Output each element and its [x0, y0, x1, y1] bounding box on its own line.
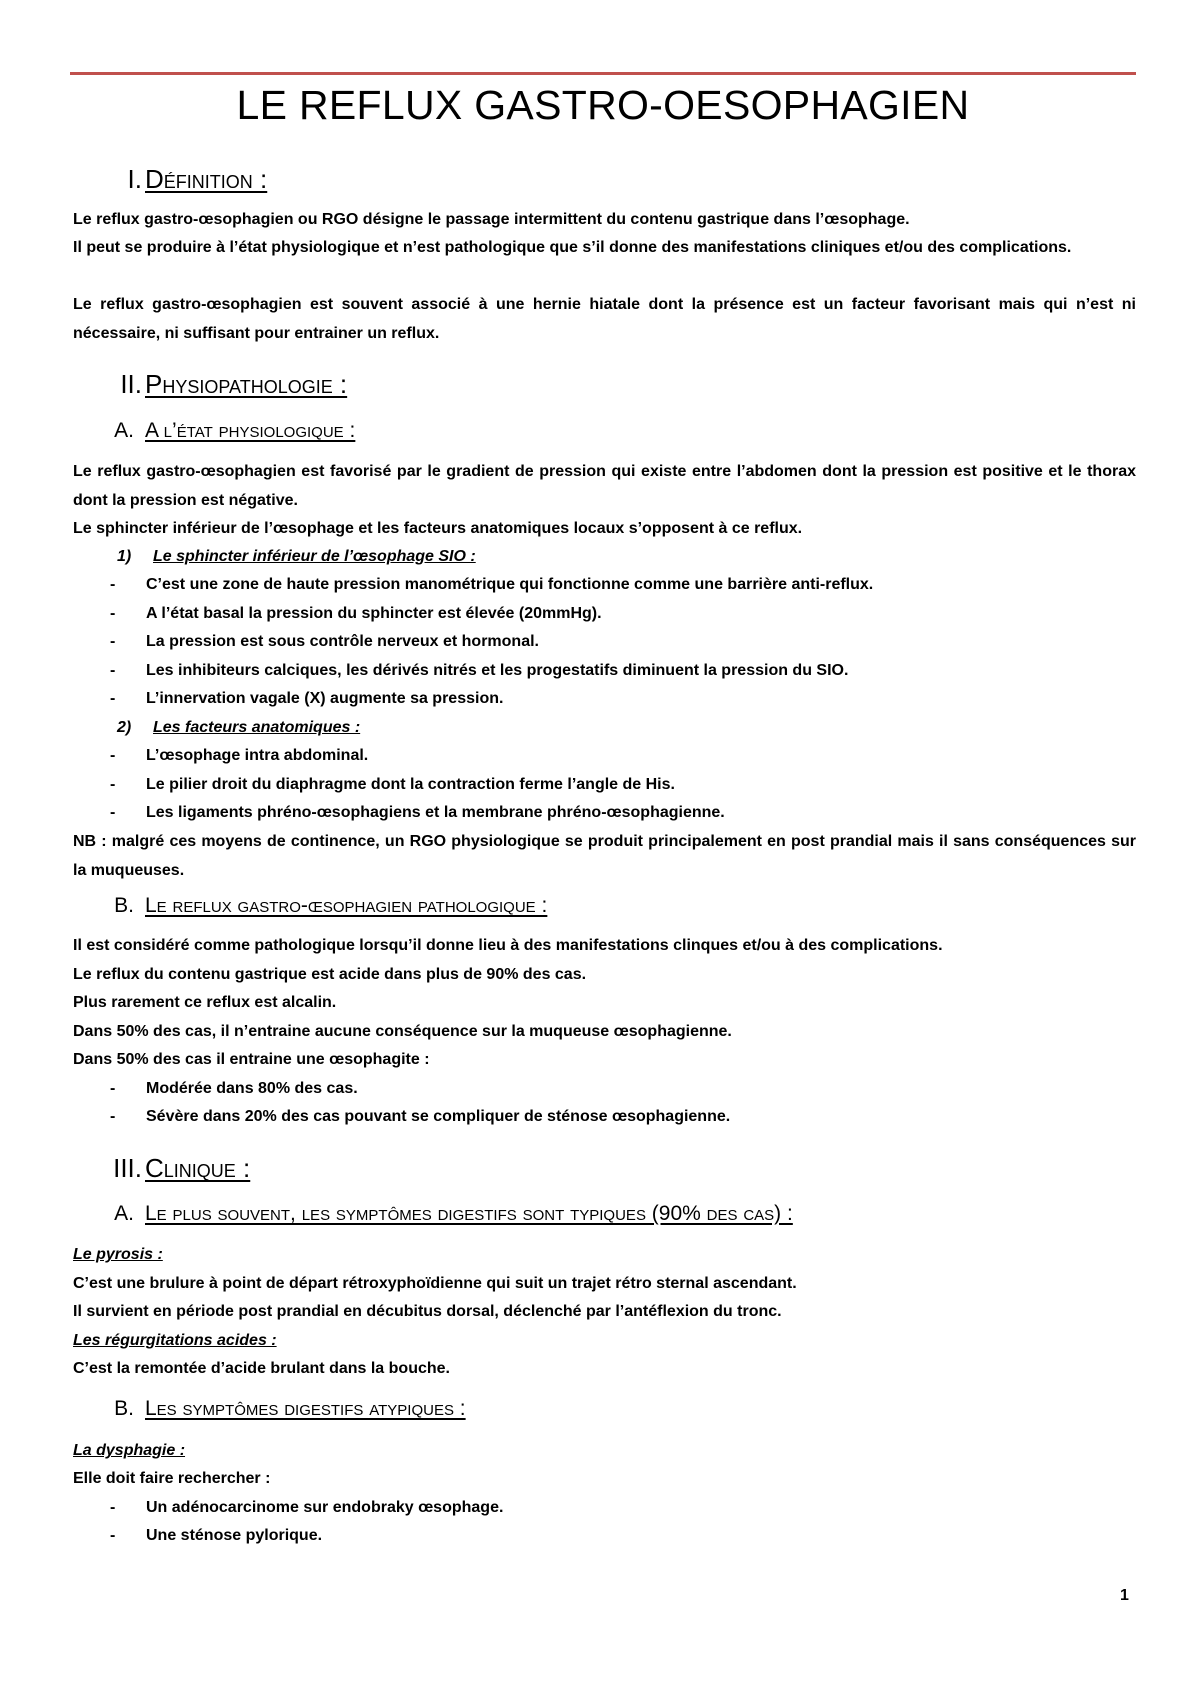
list-dash: - — [110, 690, 116, 707]
list-item-text: Modérée dans 80% des cas. — [146, 1080, 358, 1097]
list-dash: - — [110, 747, 116, 764]
list-item-text: A l’état basal la pression du sphincter est élevée (20mmHg). — [146, 605, 602, 622]
document-title: LE REFLUX GASTRO-OESOPHAGIEN — [236, 82, 970, 128]
list-dash: - — [110, 576, 116, 593]
section-number: III. — [113, 1153, 142, 1183]
section-title: Clinique : — [145, 1153, 251, 1183]
subsection-title: Le reflux gastro-œsophagien pathologique : — [145, 894, 548, 917]
list-dash: - — [110, 1499, 116, 1516]
subsection-number: A. — [114, 419, 134, 442]
list-item-text: L’innervation vagale (X) augmente sa pression. — [146, 690, 504, 707]
paragraph: Il survient en période post prandial en décubitus dorsal, déclenché par l’antéflexion du tronc. — [73, 1303, 782, 1320]
section-title: Physiopathologie : — [145, 369, 348, 399]
list-dash: - — [110, 1527, 116, 1544]
paragraph: C’est la remontée d’acide brulant dans la bouche. — [73, 1360, 450, 1377]
paragraph: Le reflux gastro-œsophagien ou RGO désigne le passage intermittent du contenu gastrique dans l’œsophage. — [73, 211, 910, 228]
list-dash: - — [110, 1080, 116, 1097]
list-item-text: L’œsophage intra abdominal. — [146, 747, 369, 764]
list-dash: - — [110, 1108, 116, 1125]
paragraph: Le reflux du contenu gastrique est acide dans plus de 90% des cas. — [73, 966, 587, 983]
subsection-title: Les symptômes digestifs atypiques : — [145, 1397, 466, 1420]
list-item-text: La pression est sous contrôle nerveux et hormonal. — [146, 633, 539, 650]
paragraph: Il peut se produire à l’état physiologique et n’est pathologique que s’il donne des manifestations cliniques et/ou des complications. — [73, 239, 1072, 256]
list-dash: - — [110, 662, 116, 679]
paragraph: Dans 50% des cas il entraine une œsophagite : — [73, 1051, 430, 1068]
list-item-text: Un adénocarcinome sur endobraky œsophage. — [146, 1499, 504, 1516]
paragraph: Le reflux gastro-œsophagien est favorisé par le gradient de pression qui existe entre l’abdomen dont la pression est positive et le thorax dont la pression est négative. — [73, 463, 1136, 509]
title-rule — [70, 72, 1136, 75]
numbered-heading-title: Les facteurs anatomiques : — [153, 719, 361, 736]
list-dash: - — [110, 804, 116, 821]
section-number: I. — [127, 164, 142, 194]
symptom-label: Le pyrosis : — [73, 1246, 163, 1263]
paragraph: Elle doit faire rechercher : — [73, 1470, 271, 1487]
list-item-text: Le pilier droit du diaphragme dont la contraction ferme l’angle de His. — [146, 776, 675, 793]
section-number: II. — [120, 369, 142, 399]
paragraph: C’est une brulure à point de départ rétroxyphoïdienne qui suit un trajet rétro sternal ascendant. — [73, 1275, 797, 1292]
note-paragraph: NB : malgré ces moyens de continence, un RGO physiologique se produit principalement en post prandial mais il sans conséquences sur la muqueuses. — [73, 833, 1136, 879]
subsection-number: B. — [114, 1397, 134, 1420]
symptom-label: La dysphagie : — [73, 1442, 186, 1459]
paragraph: Il est considéré comme pathologique lorsqu’il donne lieu à des manifestations clinques et/ou à des complications. — [73, 937, 943, 954]
subsection-number: A. — [114, 1202, 134, 1225]
paragraph: Le sphincter inférieur de l’œsophage et les facteurs anatomiques locaux s’opposent à ce reflux. — [73, 520, 803, 537]
paragraph: Dans 50% des cas, il n’entraine aucune conséquence sur la muqueuse œsophagienne. — [73, 1023, 732, 1040]
list-dash: - — [110, 605, 116, 622]
numbered-heading-number: 1) — [117, 548, 132, 565]
subsection-number: B. — [114, 894, 134, 917]
page-number: 1 — [1120, 1587, 1129, 1604]
symptom-label: Les régurgitations acides : — [73, 1332, 277, 1349]
list-dash: - — [110, 633, 116, 650]
paragraph: Le reflux gastro-œsophagien est souvent associé à une hernie hiatale dont la présence est un facteur favorisant mais qui n’est ni nécessaire, ni suffisant pour entrainer un reflux. — [73, 296, 1136, 342]
subsection-title: Le plus souvent, les symptômes digestifs sont typiques (90% des cas) : — [145, 1202, 793, 1225]
list-item-text: Les ligaments phréno-œsophagiens et la membrane phréno-œsophagienne. — [146, 804, 725, 821]
numbered-heading-number: 2) — [117, 719, 132, 736]
list-item-text: C’est une zone de haute pression manométrique qui fonctionne comme une barrière anti-reflux. — [146, 576, 874, 593]
list-item-text: Sévère dans 20% des cas pouvant se compliquer de sténose œsophagienne. — [146, 1108, 731, 1125]
list-dash: - — [110, 776, 116, 793]
numbered-heading-title: Le sphincter inférieur de l’œsophage SIO : — [153, 548, 476, 565]
subsection-title: A l’état physiologique : — [145, 419, 356, 442]
list-item-text: Les inhibiteurs calciques, les dérivés nitrés et les progestatifs diminuent la pression du SIO. — [146, 662, 849, 679]
paragraph: Plus rarement ce reflux est alcalin. — [73, 994, 337, 1011]
list-item-text: Une sténose pylorique. — [146, 1527, 323, 1544]
section-title: Définition : — [145, 164, 268, 194]
